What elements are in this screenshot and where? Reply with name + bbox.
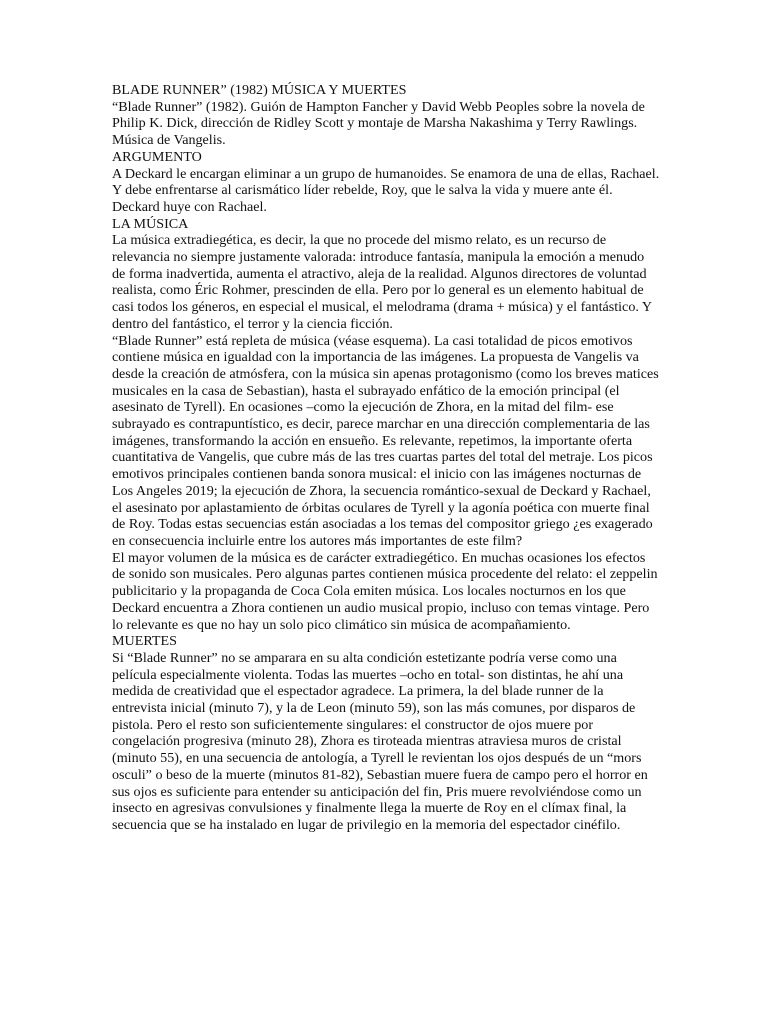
section-heading-muertes: MUERTES xyxy=(112,633,177,650)
body-paragraph: “Blade Runner” está repleta de música (véase esquema). La casi totalidad de picos emotivos contiene música en igualdad con la importancia de las imágenes. La propuesta de Vangelis va desde la creación de atmósfera, con la música sin apenas protagonismo (como los breves matices musicales en la casa de Sebastian), hasta el subrayado enfático de la emoción principal (el asesinato de Tyrell). En ocasiones –como la ejecución de Zhora, en la mitad del film- ese subrayado es contrapuntístico, es decir, parece marchar en una dirección complementaria de las imágenes, transformando la acción en ensueño. Es relevante, repetimos, la importante oferta cuantitativa de Vangelis, que cubre más de las tres cuartas partes del total del metraje. Los picos emotivos principales contienen banda sonora musical: el inicio con las imágenes nocturnas de Los Angeles 2019; la ejecución de Zhora, la secuencia romántico-sexual de Deckard y Rachael, el asesinato por aplastamiento de órbitas oculares de Tyrell y la agonía poética con muerte final de Roy. Todas estas secuencias están asociadas a los temas del compositor griego ¿es exagerado en consecuencia incluirle entre los autores más importantes de este film? xyxy=(112,332,659,549)
body-paragraph: El mayor volumen de la música es de carácter extradiegético. En muchas ocasiones los efectos de sonido son musicales. Pero algunas partes contienen música procedente del relato: el zeppelin publicitario y la propaganda de Coca Cola emiten música. Los locales nocturnos en los que Deckard encuentra a Zhora contienen un audio musical propio, incluso con temas vintage. Pero lo relevante es que no hay un solo pico climático sin música de acompañamiento. xyxy=(112,549,658,633)
section-heading-argumento: ARGUMENTO xyxy=(112,148,202,165)
body-paragraph: Si “Blade Runner” no se amparara en su alta condición estetizante podría verse como una película especialmente violenta. Todas las muertes –ocho en total- son distintas, he ahí una medida de creatividad que el espectador agradece. La primera, la del blade runner de la entrevista inicial (minuto 7), y la de Leon (minuto 59), son las más comunes, por disparos de pistola. Pero el resto son suficientemente singulares: el constructor de ojos muere por congelación progresiva (minuto 28), Zhora es tiroteada mientras atraviesa muros de cristal (minuto 55), en una secuencia de antología, a Tyrell le revientan los ojos después de un “mors osculi” o beso de la muerte (minutos 81-82), Sebastian muere fuera de campo pero el horror en sus ojos es suficiente para entender su anticipación del fin, Pris muere revolviéndose como un insecto en agresivas convulsiones y finalmente llega la muerte de Roy en el clímax final, la secuencia que se ha instalado en lugar de privilegio en la memoria del espectador cinéfilo. xyxy=(112,649,648,833)
body-paragraph: La música extradiegética, es decir, la que no procede del mismo relato, es un recurso de relevancia no siempre justamente valorada: introduce fantasía, manipula la emoción a menudo de forma inadvertida, aumenta el atractivo, aleja de la realidad. Algunos directores de voluntad realista, como Éric Rohmer, prescinden de ella. Pero por lo general es un elemento habitual de casi todos los géneros, en especial el musical, el melodrama (drama + música) y el fantástico. Y dentro del fantástico, el terror y la ciencia ficción. xyxy=(112,232,652,332)
section-heading-la-musica: LA MÚSICA xyxy=(112,215,189,232)
body-paragraph: A Deckard le encargan eliminar a un grupo de humanoides. Se enamora de una de ellas, Rachael. Y debe enfrentarse al carismático líder rebelde, Roy, que le salva la vida y muere ante él. Deckard huye con Rachael. xyxy=(112,165,660,215)
document-title: BLADE RUNNER” (1982) MÚSICA Y MUERTES xyxy=(112,82,407,98)
intro-paragraph: “Blade Runner” (1982). Guión de Hampton Fancher y David Webb Peoples sobre la novela de Philip K. Dick, dirección de Ridley Scott y montaje de Marsha Nakashima y Terry Rawlings. Música de Vangelis. xyxy=(112,98,645,149)
document-page xyxy=(112,82,660,834)
